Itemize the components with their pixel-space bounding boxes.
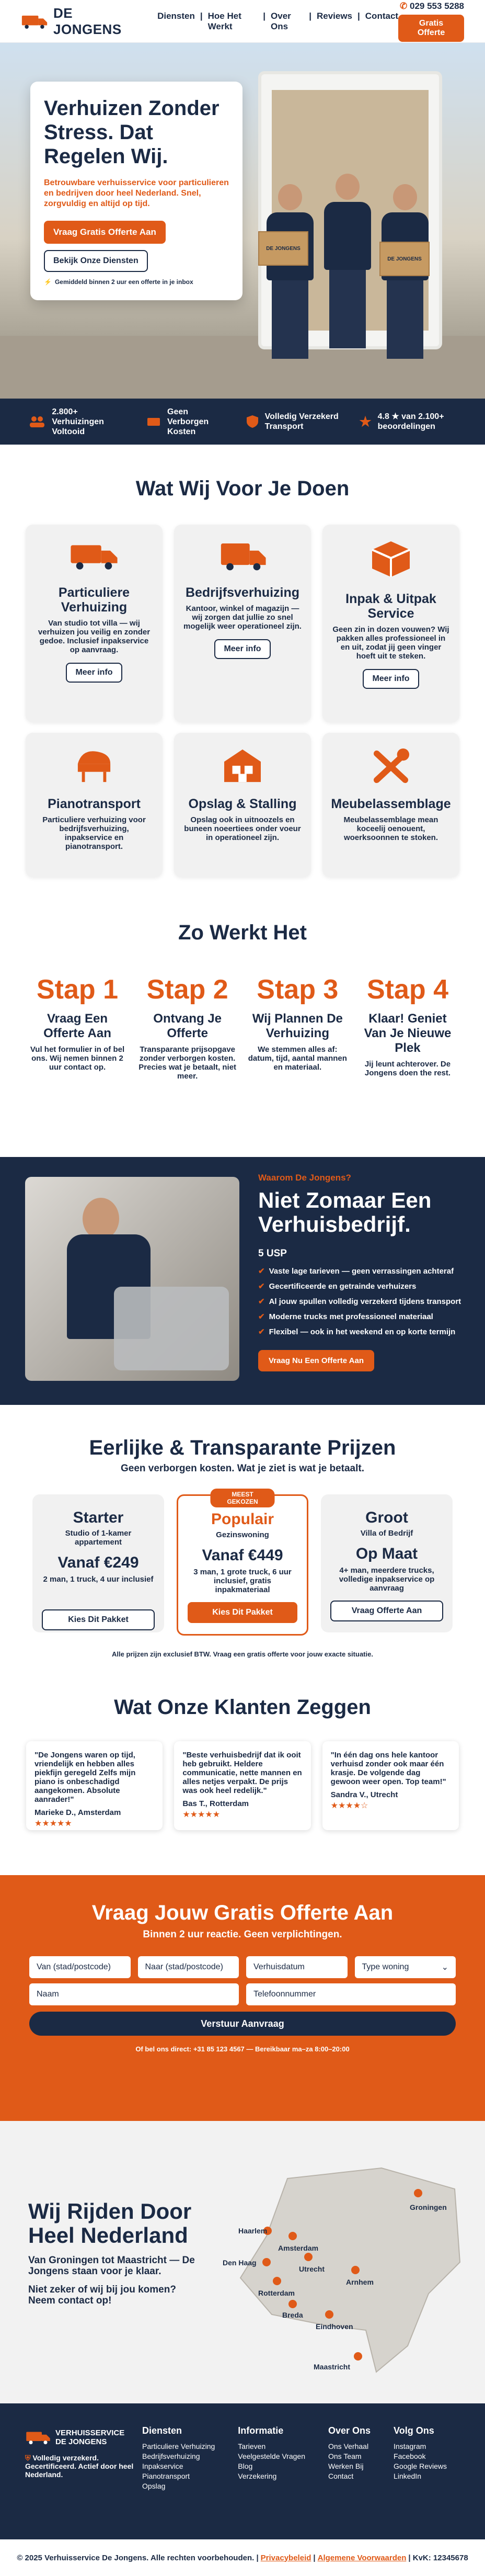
plan-price: Vanaf €249 <box>57 1554 139 1571</box>
service-card <box>322 733 459 877</box>
plan-name: Starter <box>73 1509 124 1526</box>
step-title: Ontvang Je Offerte <box>153 1012 222 1040</box>
usp-text: Flexibel — ook in het weekend en op korte termijn <box>269 1327 456 1336</box>
svg-text:Maastricht: Maastricht <box>314 2363 351 2371</box>
rating-stars: ★★★★☆ <box>330 1801 368 1810</box>
truck-logo-icon <box>21 13 48 30</box>
meer-info-button[interactable]: Meer info <box>363 669 419 689</box>
step-item <box>136 974 239 1081</box>
region-section <box>0 2121 485 2403</box>
top-nav <box>0 0 485 43</box>
plan-sub: Studio of 1-kamer appartement <box>65 1529 132 1547</box>
star-icon: ★ <box>359 413 372 429</box>
review-text: "De Jongens waren op tijd, vriendelijk en hebben alles piekfijn geregeld Zelfs mijn piano is onbeschadigd aangekomen. Absolute aanrader!" <box>34 1751 136 1804</box>
why-content <box>258 1173 467 1371</box>
plan-card-groot <box>321 1494 453 1632</box>
service-card <box>26 525 163 722</box>
shield-icon: ⛨ <box>25 2454 33 2462</box>
steps-section <box>0 877 485 1081</box>
usp-item <box>258 1264 467 1279</box>
terms-link[interactable]: Algemene Voorwaarden <box>317 2553 407 2562</box>
region-text <box>28 2199 195 2306</box>
quote-title: Vraag Jouw Gratis Offerte Aan <box>91 1901 394 1924</box>
shield-icon <box>246 415 259 428</box>
footer-col-title: Over Ons <box>328 2425 371 2436</box>
pricing-subtitle: Geen verborgen kosten. Wat je ziet is wat je betaalt. <box>121 1463 364 1474</box>
nav-phone-number: 029 553 5288 <box>410 1 465 11</box>
pricing-plans <box>26 1491 459 1636</box>
nav-over-ons[interactable]: Over Ons <box>271 10 291 31</box>
form-row <box>29 1983 456 2005</box>
quote-note: Of bel ons direct: +31 85 123 4567 — Bereikbaar ma–za 8:00–20:00 <box>135 2045 350 2053</box>
service-title: Pianotransport <box>48 797 141 811</box>
usp-text: Gecertificeerde en getrainde verhuizers <box>269 1282 417 1291</box>
plan-offerte-button[interactable]: Vraag Offerte Aan <box>330 1601 443 1621</box>
mover-figure <box>324 174 371 331</box>
service-title: Meubelassemblage <box>331 797 451 811</box>
step-text: Jij leunt achterover. De Jongens doen the rest. <box>364 1060 451 1077</box>
footer-logo[interactable] <box>25 2429 135 2446</box>
step-text: We stemmen alles af: datum, tijd, aantal mannen en materiaal. <box>248 1045 347 1072</box>
service-card <box>174 525 311 722</box>
step-text: Vul het formulier in of bel ons. Wij nemen binnen 2 uur contact op. <box>30 1045 125 1072</box>
footer-col-title: Informatie <box>238 2425 284 2436</box>
copyright-text: © 2025 Verhuisservice De Jongens. Alle rechten voorbehouden. | <box>17 2553 259 2562</box>
step-number: Stap 4 <box>366 974 448 1005</box>
nav-contact[interactable]: Contact <box>365 10 399 21</box>
service-text: Particuliere verhuizing voor bedrijfsverhuizing, inpakservice en pianotransport. <box>42 815 146 851</box>
meer-info-button[interactable]: Meer info <box>66 663 122 683</box>
services-section <box>0 445 485 877</box>
trust-text: Geen Verborgen Kosten <box>167 407 209 436</box>
chevron-down-icon: ⌄ <box>441 1963 448 1972</box>
review-author: Sandra V., Utrecht <box>330 1790 398 1799</box>
footer-columns <box>142 2425 447 2491</box>
step-item <box>246 974 349 1081</box>
step-item <box>26 974 129 1081</box>
footer-link[interactable]: Verzekering <box>238 2472 277 2480</box>
copyright-bar <box>0 2539 485 2576</box>
service-card <box>174 733 311 877</box>
why-offerte-button[interactable]: Vraag Nu Een Offerte Aan <box>258 1350 374 1371</box>
nav-sep: | <box>263 10 266 21</box>
footer-link[interactable]: Bedrijfsverhuizing <box>142 2452 200 2460</box>
usp-item <box>258 1294 467 1309</box>
review-author: Marieke D., Amsterdam <box>34 1808 121 1817</box>
nav-phone[interactable] <box>400 1 464 12</box>
footer-col-volg-ons <box>394 2425 447 2491</box>
service-text: Opslag ook in uitnoozels en buneen noeertiees onder voeur in operationeel zijn. <box>184 815 301 842</box>
trust-item <box>146 407 230 437</box>
review-card <box>174 1741 310 1830</box>
nav-links <box>157 11 398 32</box>
why-title: Niet Zomaar Een Verhuisbedrijf. <box>258 1188 432 1236</box>
service-card <box>322 525 459 722</box>
footer-link[interactable]: Opslag <box>142 2482 166 2490</box>
submit-button[interactable]: Verstuur Aanvraag <box>29 2012 456 2036</box>
services-title: Wat Wij Voor Je Doen <box>135 477 350 500</box>
tools-icon <box>370 747 412 784</box>
svg-text:Groningen: Groningen <box>410 2203 447 2211</box>
quote-subtitle: Binnen 2 uur reactie. Geen verplichtingen. <box>143 1929 342 1940</box>
building-truck-icon <box>217 539 268 573</box>
svg-text:Den Haag: Den Haag <box>223 2259 257 2267</box>
steps-title: Zo Werkt Het <box>178 921 307 944</box>
footer-tagline <box>25 2454 135 2479</box>
review-text: "Beste verhuisbedrijf dat ik ooit heb gebruikt. Heldere communicatie, nette mannen en alles netjes verpakt. De prijs was ook heel redelijk." <box>182 1751 302 1795</box>
region-desc: Van Groningen tot Maastricht — De Jongens staan voor je klaar. <box>28 2255 195 2277</box>
nav-hoe-het-werkt[interactable]: Hoe Het Werkt <box>207 10 241 31</box>
plan-name: Populair <box>211 1511 274 1528</box>
footer-col-title: Volg Ons <box>394 2425 434 2436</box>
plan-desc: 4+ man, meerdere trucks, volledige inpakservice op aanvraag <box>339 1566 435 1593</box>
service-title: Particuliere Verhuizing <box>58 585 130 615</box>
plan-sub: Gezinswoning <box>216 1530 269 1539</box>
truck-logo-icon <box>25 2430 51 2445</box>
truck-icon <box>69 539 119 573</box>
hero-note-text: Gemiddeld binnen 2 uur een offerte in je inbox <box>54 278 193 286</box>
plan-select-button[interactable]: Kies Dit Pakket <box>188 1602 297 1623</box>
footer-link[interactable]: LinkedIn <box>394 2472 421 2480</box>
nav-offerte-button[interactable]: Gratis Offerte <box>398 15 464 42</box>
money-icon <box>146 415 161 428</box>
usp-item <box>258 1309 467 1324</box>
mover-packing-image <box>25 1177 239 1381</box>
step-title: Klaar! Geniet Van Je Nieuwe Plek <box>364 1012 452 1055</box>
footer-col-over-ons <box>328 2425 371 2491</box>
svg-text:Amsterdam: Amsterdam <box>278 2244 319 2252</box>
plan-desc: 2 man, 1 truck, 4 uur inclusief <box>43 1575 154 1584</box>
privacy-link[interactable]: Privacybeleid <box>260 2553 311 2562</box>
usp-text: Al jouw spullen volledig verzekerd tijdens transport <box>269 1297 461 1306</box>
bolt-icon: ⚡ <box>44 278 52 286</box>
why-section <box>0 1157 485 1405</box>
phone-icon: ✆ <box>400 1 410 11</box>
hero-section <box>0 43 485 399</box>
van-input[interactable]: Van (stad/postcode) <box>29 1956 131 1978</box>
naam-input[interactable]: Naam <box>29 1983 239 2005</box>
reviews-section <box>0 1658 485 1830</box>
trust-item <box>359 412 456 432</box>
hero-diensten-button[interactable]: Bekijk Onze Diensten <box>44 250 148 272</box>
plan-card-starter <box>32 1494 164 1632</box>
trust-text: Volledig Verzekerd Transport <box>264 412 339 431</box>
hero-title: Verhuizen Zonder Stress. Dat Regelen Wij. <box>44 97 220 168</box>
reviews-list <box>26 1741 459 1830</box>
usp-item <box>258 1324 467 1340</box>
footer-brand-name: VERHUISSERVICE DE JONGENS <box>55 2429 125 2446</box>
svg-text:Rotterdam: Rotterdam <box>258 2289 295 2297</box>
hero-note <box>44 278 229 286</box>
nav-reviews[interactable]: Reviews <box>316 10 353 21</box>
nav-right <box>398 1 464 42</box>
plan-price: Op Maat <box>355 1545 418 1562</box>
region-desc-2: Niet zeker of wij bij jou komen? Neem contact op! <box>28 2284 176 2306</box>
footer-link[interactable]: Instagram <box>394 2442 426 2450</box>
plan-price: Vanaf €449 <box>202 1547 283 1564</box>
trust-item <box>246 412 343 432</box>
nav-sep: | <box>309 10 311 21</box>
warehouse-icon <box>222 747 263 784</box>
usp-text: Vaste lage tarieven — geen verrassingen achteraf <box>269 1267 454 1276</box>
step-text: Transparante prijsopgave zonder verborgen kosten. Precies wat je betaalt, niet meer. <box>138 1045 237 1081</box>
service-text: Geen zin in dozen vouwen? Wij pakken alles professioneel in en uit, zodat jij geen vinger hoeft uit te steken. <box>332 625 449 661</box>
footer-link[interactable]: Tarieven <box>238 2442 266 2450</box>
service-title: Bedrijfsverhuizing <box>185 585 300 600</box>
reviews-title: Wat Onze Klanten Zeggen <box>114 1696 371 1719</box>
plan-name: Groot <box>365 1509 408 1526</box>
service-card <box>26 733 163 877</box>
step-title: Vraag Een Offerte Aan <box>43 1012 111 1040</box>
footer-link[interactable]: Veelgestelde Vragen <box>238 2452 305 2460</box>
datum-input[interactable]: Verhuisdatum <box>246 1956 348 1978</box>
pin-maastricht <box>314 2352 362 2371</box>
plan-desc: 3 man, 1 grote truck, 6 uur inclusief, gratis inpakmateriaal <box>193 1568 292 1594</box>
footer-link[interactable]: Facebook <box>394 2452 426 2460</box>
pricing-fineprint: Alle prijzen zijn exclusief BTW. Vraag een gratis offerte voor jouw exacte situatie. <box>112 1650 373 1658</box>
step-number: Stap 1 <box>36 974 119 1005</box>
region-title: Wij Rijden Door Heel Nederland <box>28 2199 192 2248</box>
nav-sep: | <box>357 10 360 21</box>
footer-brand <box>25 2429 135 2479</box>
check-icon: ✔ <box>258 1327 265 1336</box>
footer <box>0 2403 485 2539</box>
check-icon: ✔ <box>258 1297 265 1306</box>
trust-text: 2.800+ Verhuizingen Voltooid <box>52 407 104 436</box>
check-icon: ✔ <box>258 1312 265 1321</box>
svg-text:Breda: Breda <box>282 2311 303 2319</box>
why-eyebrow: Waarom De Jongens? <box>258 1173 351 1183</box>
usp-label: 5 USP <box>258 1248 287 1259</box>
trust-item <box>29 407 130 437</box>
box-icon <box>370 539 412 579</box>
svg-text:Arnhem: Arnhem <box>346 2278 374 2286</box>
service-title: Inpak & Uitpak Service <box>345 592 436 621</box>
plan-sub: Villa of Bedrijf <box>360 1529 413 1538</box>
footer-link[interactable]: Contact <box>328 2472 354 2480</box>
pricing-title: Eerlijke & Transparante Prijzen <box>89 1436 396 1459</box>
logo[interactable] <box>21 5 138 38</box>
nav-diensten[interactable]: Diensten <box>157 10 195 21</box>
people-icon <box>29 415 45 428</box>
quote-section <box>0 1875 485 2121</box>
steps-row <box>26 974 459 1081</box>
footer-col-title: Diensten <box>142 2425 182 2436</box>
usp-item <box>258 1279 467 1294</box>
netherlands-map <box>209 2158 465 2377</box>
step-title: Wij Plannen De Verhuizing <box>252 1012 343 1040</box>
svg-text:Utrecht: Utrecht <box>299 2265 325 2273</box>
moving-box: DE JONGENS <box>258 231 308 266</box>
plan-card-populair <box>177 1491 308 1636</box>
services-grid <box>26 525 459 877</box>
form-row <box>29 1956 456 1978</box>
svg-text:Eindhoven: Eindhoven <box>316 2322 353 2331</box>
type-woning-select[interactable] <box>355 1956 456 1978</box>
type-woning-value: Type woning <box>362 1962 409 1971</box>
step-number: Stap 2 <box>146 974 228 1005</box>
footer-link[interactable]: Google Reviews <box>394 2462 447 2470</box>
review-card <box>26 1741 163 1830</box>
separator: | <box>313 2553 316 2562</box>
naar-input[interactable]: Naar (stad/postcode) <box>138 1956 239 1978</box>
service-title: Opslag & Stalling <box>188 797 297 811</box>
step-item <box>356 974 459 1081</box>
footer-link[interactable]: Blog <box>238 2462 253 2470</box>
piano-icon <box>73 747 115 784</box>
footer-link[interactable]: Werken Bij <box>328 2462 364 2470</box>
footer-col-diensten <box>142 2425 215 2491</box>
pin-haarlem <box>238 2227 272 2235</box>
rating-stars: ★★★★★ <box>182 1810 221 1819</box>
service-text: Kantoor, winkel of magazijn — wij zorgen dat jullie zo snel mogelijk weer operationeel zijn. <box>183 604 302 631</box>
brand-name: DE JONGENS <box>53 5 122 37</box>
footer-link[interactable]: Pianotransport <box>142 2472 190 2480</box>
review-card <box>322 1741 459 1830</box>
nav-sep: | <box>200 10 203 21</box>
check-icon: ✔ <box>258 1267 265 1276</box>
plan-select-button[interactable]: Kies Dit Pakket <box>42 1609 155 1630</box>
meer-info-button[interactable]: Meer info <box>214 639 270 659</box>
hero-offerte-button[interactable]: Vraag Gratis Offerte Aan <box>44 221 166 244</box>
hero-card <box>30 82 243 300</box>
step-number: Stap 3 <box>257 974 339 1005</box>
usp-text: Moderne trucks met professioneel materiaal <box>269 1312 433 1321</box>
trust-text: 4.8 ★ van 2.100+ beoordelingen <box>377 412 444 431</box>
review-author: Bas T., Rotterdam <box>182 1799 249 1808</box>
check-icon: ✔ <box>258 1282 265 1291</box>
telefoon-input[interactable]: Telefoonnummer <box>246 1983 456 2005</box>
trust-strip <box>0 399 485 445</box>
service-text: Meubelassemblage mean koceelij oenouent, woerksoonnen te stoken. <box>343 815 438 842</box>
footer-link[interactable]: Particuliere Verhuizing <box>142 2442 215 2450</box>
moving-box: DE JONGENS <box>379 242 430 276</box>
hero-subtitle: Betrouwbare verhuisservice voor particulieren en bedrijven door heel Nederland. Snel, zorgvuldig en altijd op tijd. <box>44 178 229 208</box>
kvk-text: | KvK: 12345678 <box>408 2553 468 2562</box>
popular-badge: MEEST GEKOZEN <box>211 1489 275 1507</box>
footer-link[interactable]: Ons Verhaal <box>328 2442 369 2450</box>
review-text: "In één dag ons hele kantoor verhuisd zonder ook maar één krasje. De volgende dag gewoon weer open. Top team!" <box>330 1751 446 1786</box>
service-text: Van studio tot villa — wij verhuizen jou veilig en zonder gedoe. Inclusief inpakservice op aanvraag. <box>38 619 151 654</box>
pricing-section <box>0 1405 485 1658</box>
footer-tagline-text: Volledig verzekerd. Gecertificeerd. Actief door heel Nederland. <box>25 2454 134 2479</box>
footer-link[interactable]: Inpakservice <box>142 2462 183 2470</box>
rating-stars: ★★★★★ <box>34 1819 72 1828</box>
svg-text:Haarlem: Haarlem <box>238 2227 268 2235</box>
usp-list <box>258 1264 467 1340</box>
footer-col-informatie <box>238 2425 305 2491</box>
footer-link[interactable]: Ons Team <box>328 2452 362 2460</box>
